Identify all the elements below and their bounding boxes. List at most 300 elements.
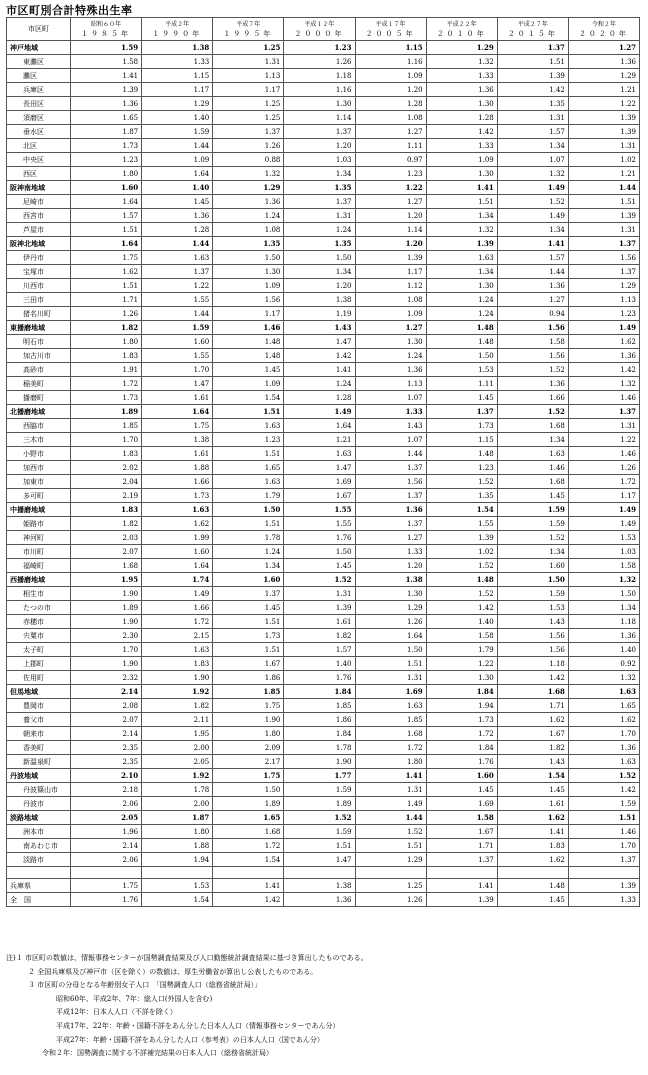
table-row <box>7 853 640 867</box>
rate-cell: 1.48 <box>426 573 497 587</box>
municipality-name: 加古川市 <box>7 349 71 363</box>
footnote-line: ３ 市区町の分母となる年齢別女子人口 「国勢調査人口（総務省統計局）」 <box>28 981 262 990</box>
table-row <box>7 559 640 573</box>
header-year: 平成２年 １９９０年 <box>142 18 213 41</box>
rate-cell: 1.76 <box>284 531 355 545</box>
rate-cell: 1.99 <box>142 531 213 545</box>
table-row <box>7 531 640 545</box>
rate-cell: 1.70 <box>71 643 142 657</box>
rate-cell: 1.64 <box>142 167 213 181</box>
rate-cell: 1.51 <box>284 839 355 853</box>
region-row <box>7 811 640 825</box>
rate-cell: 1.64 <box>71 195 142 209</box>
rate-cell: 1.63 <box>213 419 284 433</box>
rate-cell: 2.30 <box>71 629 142 643</box>
rate-cell: 2.00 <box>142 797 213 811</box>
rate-cell: 1.20 <box>284 139 355 153</box>
rate-cell: 1.55 <box>284 503 355 517</box>
footnote-line: 昭和60年、平成2年、7年：総人口(外国人を含む) <box>56 994 213 1003</box>
rate-cell: 1.68 <box>71 559 142 573</box>
rate-cell: 1.32 <box>426 55 497 69</box>
rate-cell: 1.51 <box>355 839 426 853</box>
rate-cell <box>497 867 568 879</box>
rate-cell: 1.54 <box>426 503 497 517</box>
rate-cell: 1.42 <box>213 893 284 907</box>
rate-cell: 1.46 <box>568 825 639 839</box>
rate-cell: 1.83 <box>71 349 142 363</box>
rate-cell: 1.31 <box>284 587 355 601</box>
rate-cell: 1.66 <box>497 391 568 405</box>
municipality-name: 川西市 <box>7 279 71 293</box>
rate-cell: 1.28 <box>284 391 355 405</box>
rate-cell: 0.92 <box>568 657 639 671</box>
rate-cell: 1.80 <box>355 755 426 769</box>
rate-cell: 1.54 <box>213 853 284 867</box>
rate-cell: 1.23 <box>213 433 284 447</box>
rate-cell: 2.02 <box>71 461 142 475</box>
footnote-line: 平成27年：年齢・国籍不詳をあん分した人口（参考表）の日本人人口（国であん分） <box>56 1035 324 1044</box>
rate-cell: 1.52 <box>426 587 497 601</box>
rate-cell: 1.70 <box>71 433 142 447</box>
rate-cell: 1.52 <box>426 475 497 489</box>
rate-cell: 1.90 <box>71 615 142 629</box>
rate-cell: 1.42 <box>426 601 497 615</box>
rate-cell: 1.54 <box>213 391 284 405</box>
table-row <box>7 153 640 167</box>
rate-cell: 1.36 <box>355 503 426 517</box>
rate-cell <box>355 867 426 879</box>
rate-cell: 1.62 <box>142 517 213 531</box>
rate-cell: 1.45 <box>213 363 284 377</box>
rate-cell: 0.94 <box>497 307 568 321</box>
rate-cell: 1.40 <box>426 615 497 629</box>
rate-cell: 1.90 <box>213 713 284 727</box>
rate-cell: 1.34 <box>284 167 355 181</box>
municipality-name: 三田市 <box>7 293 71 307</box>
rate-cell: 1.49 <box>568 517 639 531</box>
rate-cell: 1.20 <box>355 237 426 251</box>
header-year: 平成１７年 ２００５年 <box>355 18 426 41</box>
rate-cell: 1.36 <box>568 629 639 643</box>
rate-cell: 1.40 <box>284 657 355 671</box>
rate-cell: 1.76 <box>71 893 142 907</box>
rate-cell: 1.26 <box>568 461 639 475</box>
rate-cell: 1.51 <box>213 447 284 461</box>
rate-cell: 1.60 <box>426 769 497 783</box>
region-row <box>7 237 640 251</box>
rate-cell: 1.60 <box>71 181 142 195</box>
municipality-name: 西区 <box>7 167 71 181</box>
rate-cell: 1.73 <box>71 139 142 153</box>
rate-cell: 1.48 <box>426 335 497 349</box>
rate-cell: 1.59 <box>142 125 213 139</box>
municipality-name: 丹波篠山市 <box>7 783 71 797</box>
rate-cell: 1.95 <box>71 573 142 587</box>
rate-cell: 1.72 <box>426 727 497 741</box>
rate-cell: 1.28 <box>142 223 213 237</box>
rate-cell: 1.83 <box>142 657 213 671</box>
table-header <box>7 18 640 41</box>
rate-cell: 2.14 <box>71 727 142 741</box>
region-row <box>7 503 640 517</box>
municipality-name: 須磨区 <box>7 111 71 125</box>
rate-cell: 1.89 <box>71 601 142 615</box>
rate-cell: 1.52 <box>568 769 639 783</box>
table-row <box>7 251 640 265</box>
rate-cell: 2.18 <box>71 783 142 797</box>
rate-cell: 2.35 <box>71 755 142 769</box>
rate-cell: 1.49 <box>568 503 639 517</box>
rate-cell: 1.82 <box>71 517 142 531</box>
table-row <box>7 447 640 461</box>
rate-cell: 1.27 <box>355 125 426 139</box>
rate-cell: 1.36 <box>568 55 639 69</box>
rate-cell: 1.58 <box>426 629 497 643</box>
rate-cell: 1.62 <box>497 713 568 727</box>
municipality-name: 赤穂市 <box>7 615 71 629</box>
header-year: 平成２７年 ２０１５年 <box>497 18 568 41</box>
table-row <box>7 419 640 433</box>
rate-cell: 1.07 <box>355 433 426 447</box>
rate-cell: 1.37 <box>284 195 355 209</box>
table-row <box>7 517 640 531</box>
table-row <box>7 713 640 727</box>
rate-cell: 1.53 <box>568 531 639 545</box>
rate-cell: 1.63 <box>568 685 639 699</box>
rate-cell: 1.09 <box>355 69 426 83</box>
rate-cell: 1.51 <box>568 195 639 209</box>
rate-cell: 1.84 <box>426 685 497 699</box>
rate-cell: 1.59 <box>71 41 142 55</box>
rate-cell: 1.43 <box>497 755 568 769</box>
rate-cell: 1.82 <box>497 741 568 755</box>
rate-cell: 1.37 <box>142 265 213 279</box>
rate-cell: 1.58 <box>568 559 639 573</box>
municipality-name: 宝塚市 <box>7 265 71 279</box>
rate-cell: 1.59 <box>284 825 355 839</box>
municipality-name: 小野市 <box>7 447 71 461</box>
rate-cell: 1.88 <box>142 839 213 853</box>
rate-cell: 1.82 <box>71 321 142 335</box>
rate-cell: 1.53 <box>497 601 568 615</box>
rate-cell: 1.23 <box>426 461 497 475</box>
rate-cell: 1.60 <box>497 559 568 573</box>
rate-cell: 1.41 <box>284 363 355 377</box>
rate-cell: 2.35 <box>71 741 142 755</box>
rate-cell: 2.04 <box>71 475 142 489</box>
rate-cell: 1.62 <box>497 853 568 867</box>
rate-cell: 1.64 <box>284 419 355 433</box>
rate-cell: 1.51 <box>213 405 284 419</box>
rate-cell: 2.06 <box>71 853 142 867</box>
rate-cell: 1.24 <box>355 349 426 363</box>
rate-cell: 1.12 <box>355 279 426 293</box>
table-row <box>7 657 640 671</box>
table-row <box>7 699 640 713</box>
rate-cell: 1.79 <box>213 489 284 503</box>
footnote-line: 平成17年、22年：年齢・国籍不詳をあん分した日本人人口（情報事務センターであん分） <box>56 1021 340 1030</box>
rate-cell: 1.39 <box>355 251 426 265</box>
rate-cell: 1.68 <box>355 727 426 741</box>
rate-cell: 1.63 <box>142 251 213 265</box>
rate-cell: 1.55 <box>142 293 213 307</box>
table-row <box>7 377 640 391</box>
rate-cell: 1.23 <box>568 307 639 321</box>
rate-cell: 2.03 <box>71 531 142 545</box>
rate-cell: 1.73 <box>426 419 497 433</box>
rate-cell: 1.31 <box>355 783 426 797</box>
municipality-name: 阪神北地域 <box>7 237 71 251</box>
rate-cell: 1.52 <box>426 559 497 573</box>
rate-cell: 1.55 <box>284 517 355 531</box>
rate-cell: 1.48 <box>213 335 284 349</box>
municipality-name: 丹波市 <box>7 797 71 811</box>
rate-cell: 1.52 <box>497 363 568 377</box>
municipality-name: 中央区 <box>7 153 71 167</box>
rate-cell: 1.45 <box>426 391 497 405</box>
rate-cell: 1.44 <box>497 265 568 279</box>
rate-cell: 1.39 <box>568 209 639 223</box>
rate-cell: 1.34 <box>426 265 497 279</box>
rate-cell: 1.36 <box>568 741 639 755</box>
rate-cell: 1.63 <box>568 755 639 769</box>
rate-cell: 1.65 <box>213 461 284 475</box>
rate-cell: 1.31 <box>355 671 426 685</box>
rate-cell: 1.62 <box>568 713 639 727</box>
rate-cell: 1.72 <box>142 615 213 629</box>
municipality-name: 佐用町 <box>7 671 71 685</box>
header-year: 平成１２年 ２０００年 <box>284 18 355 41</box>
rate-cell: 2.15 <box>142 629 213 643</box>
rate-cell: 1.34 <box>497 139 568 153</box>
municipality-name: 伊丹市 <box>7 251 71 265</box>
rate-cell: 1.44 <box>355 811 426 825</box>
rate-cell: 1.20 <box>355 209 426 223</box>
rate-cell: 1.34 <box>497 545 568 559</box>
rate-cell: 1.44 <box>355 447 426 461</box>
table-row <box>7 111 640 125</box>
table-row <box>7 475 640 489</box>
rate-cell: 1.59 <box>497 517 568 531</box>
rate-cell: 1.50 <box>355 643 426 657</box>
rate-cell: 1.07 <box>497 153 568 167</box>
rate-cell: 1.32 <box>568 377 639 391</box>
rate-cell: 1.16 <box>355 55 426 69</box>
municipality-name: 但馬地域 <box>7 685 71 699</box>
rate-cell: 1.30 <box>426 167 497 181</box>
rate-cell: 1.37 <box>284 125 355 139</box>
rate-cell: 1.34 <box>568 601 639 615</box>
municipality-name: 豊岡市 <box>7 699 71 713</box>
table-row <box>7 587 640 601</box>
table-row <box>7 349 640 363</box>
rate-cell: 1.30 <box>426 97 497 111</box>
rate-cell: 1.68 <box>497 419 568 433</box>
rate-cell: 1.08 <box>355 293 426 307</box>
rate-cell: 1.59 <box>142 321 213 335</box>
table-row <box>7 363 640 377</box>
rate-cell: 1.38 <box>142 41 213 55</box>
rate-cell: 1.59 <box>568 797 639 811</box>
rate-cell: 1.36 <box>497 279 568 293</box>
rate-cell: 1.50 <box>213 251 284 265</box>
rate-cell: 2.32 <box>71 671 142 685</box>
rate-cell: 2.00 <box>142 741 213 755</box>
rate-cell: 1.47 <box>284 335 355 349</box>
municipality-name: 福崎町 <box>7 559 71 573</box>
rate-cell: 1.46 <box>568 447 639 461</box>
header-year: 令和２年 ２０２０年 <box>568 18 639 41</box>
rate-cell: 1.50 <box>213 783 284 797</box>
rate-cell: 1.87 <box>142 811 213 825</box>
rate-cell: 1.34 <box>497 223 568 237</box>
rate-cell: 1.25 <box>213 97 284 111</box>
rate-cell <box>213 867 284 879</box>
rate-cell: 1.62 <box>71 265 142 279</box>
rate-cell: 1.73 <box>426 713 497 727</box>
table-row <box>7 307 640 321</box>
municipality-name: 中播磨地域 <box>7 503 71 517</box>
rate-cell: 1.21 <box>568 83 639 97</box>
municipality-name: 姫路市 <box>7 517 71 531</box>
rate-cell: 1.42 <box>568 363 639 377</box>
rate-cell: 1.78 <box>284 741 355 755</box>
rate-cell: 1.91 <box>71 363 142 377</box>
table-row <box>7 601 640 615</box>
rate-cell: 1.75 <box>71 879 142 893</box>
rate-cell: 1.14 <box>284 111 355 125</box>
table-row <box>7 797 640 811</box>
rate-cell: 1.37 <box>355 461 426 475</box>
rate-cell: 1.44 <box>142 139 213 153</box>
rate-cell: 1.21 <box>568 167 639 181</box>
municipality-name: 丹波地域 <box>7 769 71 783</box>
table-row <box>7 55 640 69</box>
rate-cell: 1.52 <box>355 825 426 839</box>
rate-cell: 1.33 <box>426 69 497 83</box>
rate-cell: 1.35 <box>284 181 355 195</box>
rate-cell: 1.78 <box>213 531 284 545</box>
rate-cell: 1.95 <box>142 727 213 741</box>
rate-cell: 1.49 <box>497 181 568 195</box>
header-year: 平成２２年 ２０１０年 <box>426 18 497 41</box>
rate-cell: 1.47 <box>142 377 213 391</box>
rate-cell: 1.27 <box>497 293 568 307</box>
rate-cell: 1.51 <box>355 657 426 671</box>
rate-cell: 2.07 <box>71 713 142 727</box>
rate-cell: 1.62 <box>497 811 568 825</box>
table-row <box>7 69 640 83</box>
rate-cell: 1.29 <box>355 853 426 867</box>
rate-cell: 1.29 <box>568 279 639 293</box>
rate-cell: 1.36 <box>142 209 213 223</box>
rate-cell: 1.41 <box>71 69 142 83</box>
rate-cell: 1.17 <box>213 83 284 97</box>
municipality-name: 市川町 <box>7 545 71 559</box>
rate-cell: 1.22 <box>426 657 497 671</box>
municipality-name: 上郡町 <box>7 657 71 671</box>
rate-cell: 1.72 <box>213 839 284 853</box>
rate-cell: 1.03 <box>284 153 355 167</box>
rate-cell: 1.45 <box>426 783 497 797</box>
page-title: 市区町別合計特殊出生率 <box>6 4 133 17</box>
rate-cell: 1.67 <box>213 657 284 671</box>
municipality-name: 北区 <box>7 139 71 153</box>
rate-cell: 1.45 <box>284 559 355 573</box>
rate-cell: 1.45 <box>497 489 568 503</box>
rate-cell: 1.52 <box>497 531 568 545</box>
rate-cell: 1.65 <box>71 111 142 125</box>
table-row <box>7 545 640 559</box>
rate-cell: 1.49 <box>142 587 213 601</box>
rate-cell: 1.56 <box>568 251 639 265</box>
table-row <box>7 867 640 879</box>
rate-cell: 1.84 <box>426 741 497 755</box>
rate-cell: 1.48 <box>497 879 568 893</box>
rate-cell: 1.58 <box>71 55 142 69</box>
municipality-name: 三木市 <box>7 433 71 447</box>
rate-cell: 1.22 <box>568 97 639 111</box>
rate-cell: 1.46 <box>497 461 568 475</box>
rate-cell: 1.74 <box>142 573 213 587</box>
rate-cell: 1.41 <box>426 879 497 893</box>
rate-cell: 1.76 <box>284 671 355 685</box>
rate-cell: 1.41 <box>355 769 426 783</box>
rate-cell: 1.24 <box>284 377 355 391</box>
rate-cell: 1.19 <box>284 307 355 321</box>
rate-cell: 1.29 <box>355 601 426 615</box>
rate-cell: 1.68 <box>497 475 568 489</box>
region-row <box>7 685 640 699</box>
rate-cell: 1.77 <box>284 769 355 783</box>
rate-cell: 1.53 <box>142 879 213 893</box>
rate-cell: 1.35 <box>213 237 284 251</box>
region-row <box>7 405 640 419</box>
rate-cell: 1.09 <box>426 153 497 167</box>
rate-cell: 1.37 <box>426 853 497 867</box>
rate-cell: 1.52 <box>497 195 568 209</box>
rate-cell: 1.36 <box>284 893 355 907</box>
rate-cell: 1.31 <box>568 419 639 433</box>
rate-cell: 1.89 <box>284 797 355 811</box>
rate-cell: 1.59 <box>497 587 568 601</box>
rate-cell: 1.15 <box>142 69 213 83</box>
rate-cell: 1.09 <box>213 377 284 391</box>
rate-cell: 1.75 <box>213 769 284 783</box>
rate-cell: 1.59 <box>284 783 355 797</box>
rate-cell: 1.51 <box>213 643 284 657</box>
rate-cell: 1.82 <box>142 699 213 713</box>
rate-cell: 1.18 <box>568 615 639 629</box>
rate-cell: 1.37 <box>355 489 426 503</box>
table-row <box>7 727 640 741</box>
rate-cell: 1.44 <box>142 237 213 251</box>
rate-cell: 1.75 <box>142 419 213 433</box>
rate-cell: 1.45 <box>142 195 213 209</box>
table-row <box>7 755 640 769</box>
rate-cell: 1.45 <box>497 893 568 907</box>
rate-cell: 1.60 <box>142 545 213 559</box>
rate-cell: 1.51 <box>568 811 639 825</box>
rate-cell: 1.32 <box>213 167 284 181</box>
rate-cell: 2.14 <box>71 685 142 699</box>
rate-cell: 1.26 <box>355 615 426 629</box>
table-row <box>7 195 640 209</box>
rate-cell: 1.48 <box>426 447 497 461</box>
rate-cell: 1.51 <box>213 615 284 629</box>
municipality-name: 宍粟市 <box>7 629 71 643</box>
rate-cell: 1.96 <box>71 825 142 839</box>
